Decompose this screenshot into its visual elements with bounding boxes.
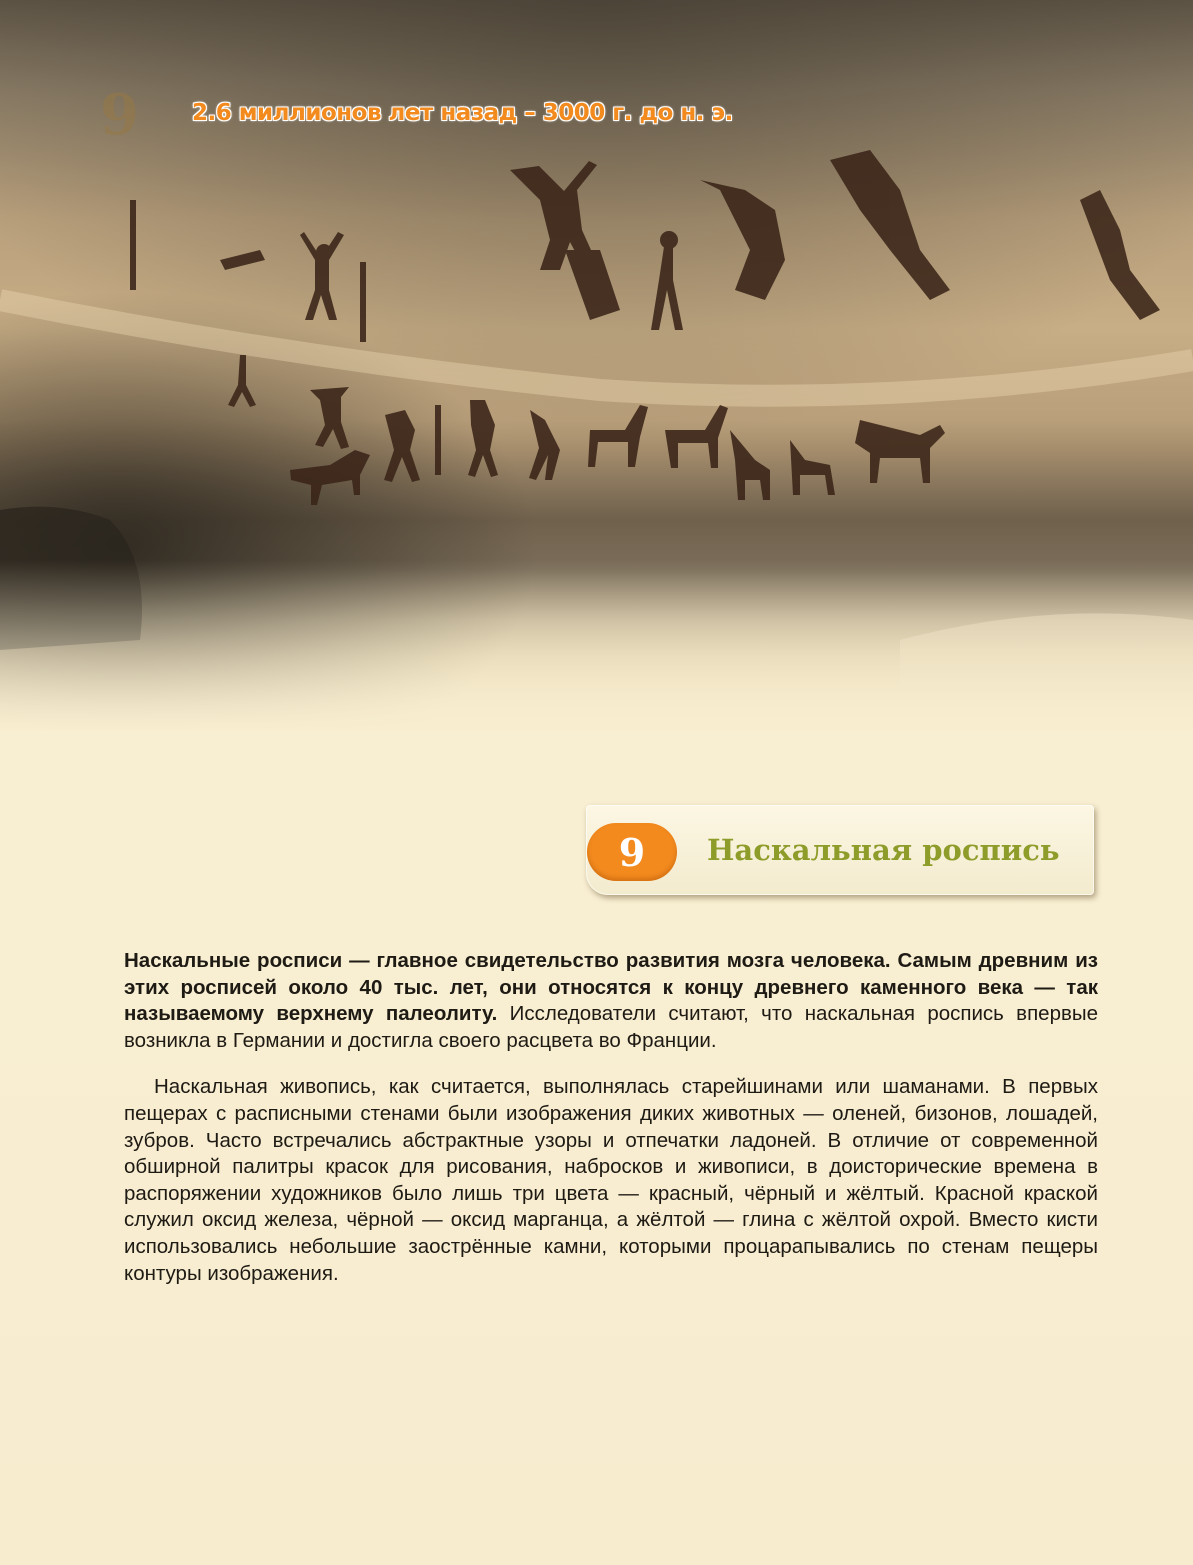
section-title: Наскальная роспись bbox=[707, 833, 1060, 867]
lead-paragraph bbox=[124, 948, 1098, 1054]
timeline-label: 2.6 миллионов лет назад – 3000 г. до н. э. bbox=[192, 100, 733, 126]
paragraph-2: Наскальная живопись, как считается, выполнялась старейшинами или шаманами. В первых пещерах с расписными стенами были изображения диких животных — оленей, бизонов, лошадей, зубров. Часто встречались абстрактные узоры и отпечатки ладоней. В отличие от современной обширной палитры красок для рисования, набросков и живописи, в доисторические времена в распоряжении художников было лишь три цвета — красный, чёрный и жёлтый. Красной краской служил оксид железа, чёрной — оксид марганца, а жёлтой — глина с жёлтой охрой. Вместо кисти использовались небольшие заострённые камни, которыми процарапывались по стенам пещеры контуры изображения. bbox=[124, 1075, 1098, 1285]
lead-regular-text: Исследователи считают, что наскальная роспись впервые возникла в Германии и достигла своего расцвета во Франции. bbox=[124, 1002, 1098, 1052]
section-number-badge: 9 bbox=[587, 823, 677, 881]
article-text bbox=[124, 948, 1098, 1287]
page-number-mark: 9 bbox=[100, 82, 139, 148]
lead-bold-text: Наскальные росписи — главное свидетельство развития мозга человека. Самым древним из этих росписей около 40 тыс. лет, они относятся к концу древнего каменного века — так называемому верхнему палеолиту. bbox=[124, 949, 1098, 1026]
